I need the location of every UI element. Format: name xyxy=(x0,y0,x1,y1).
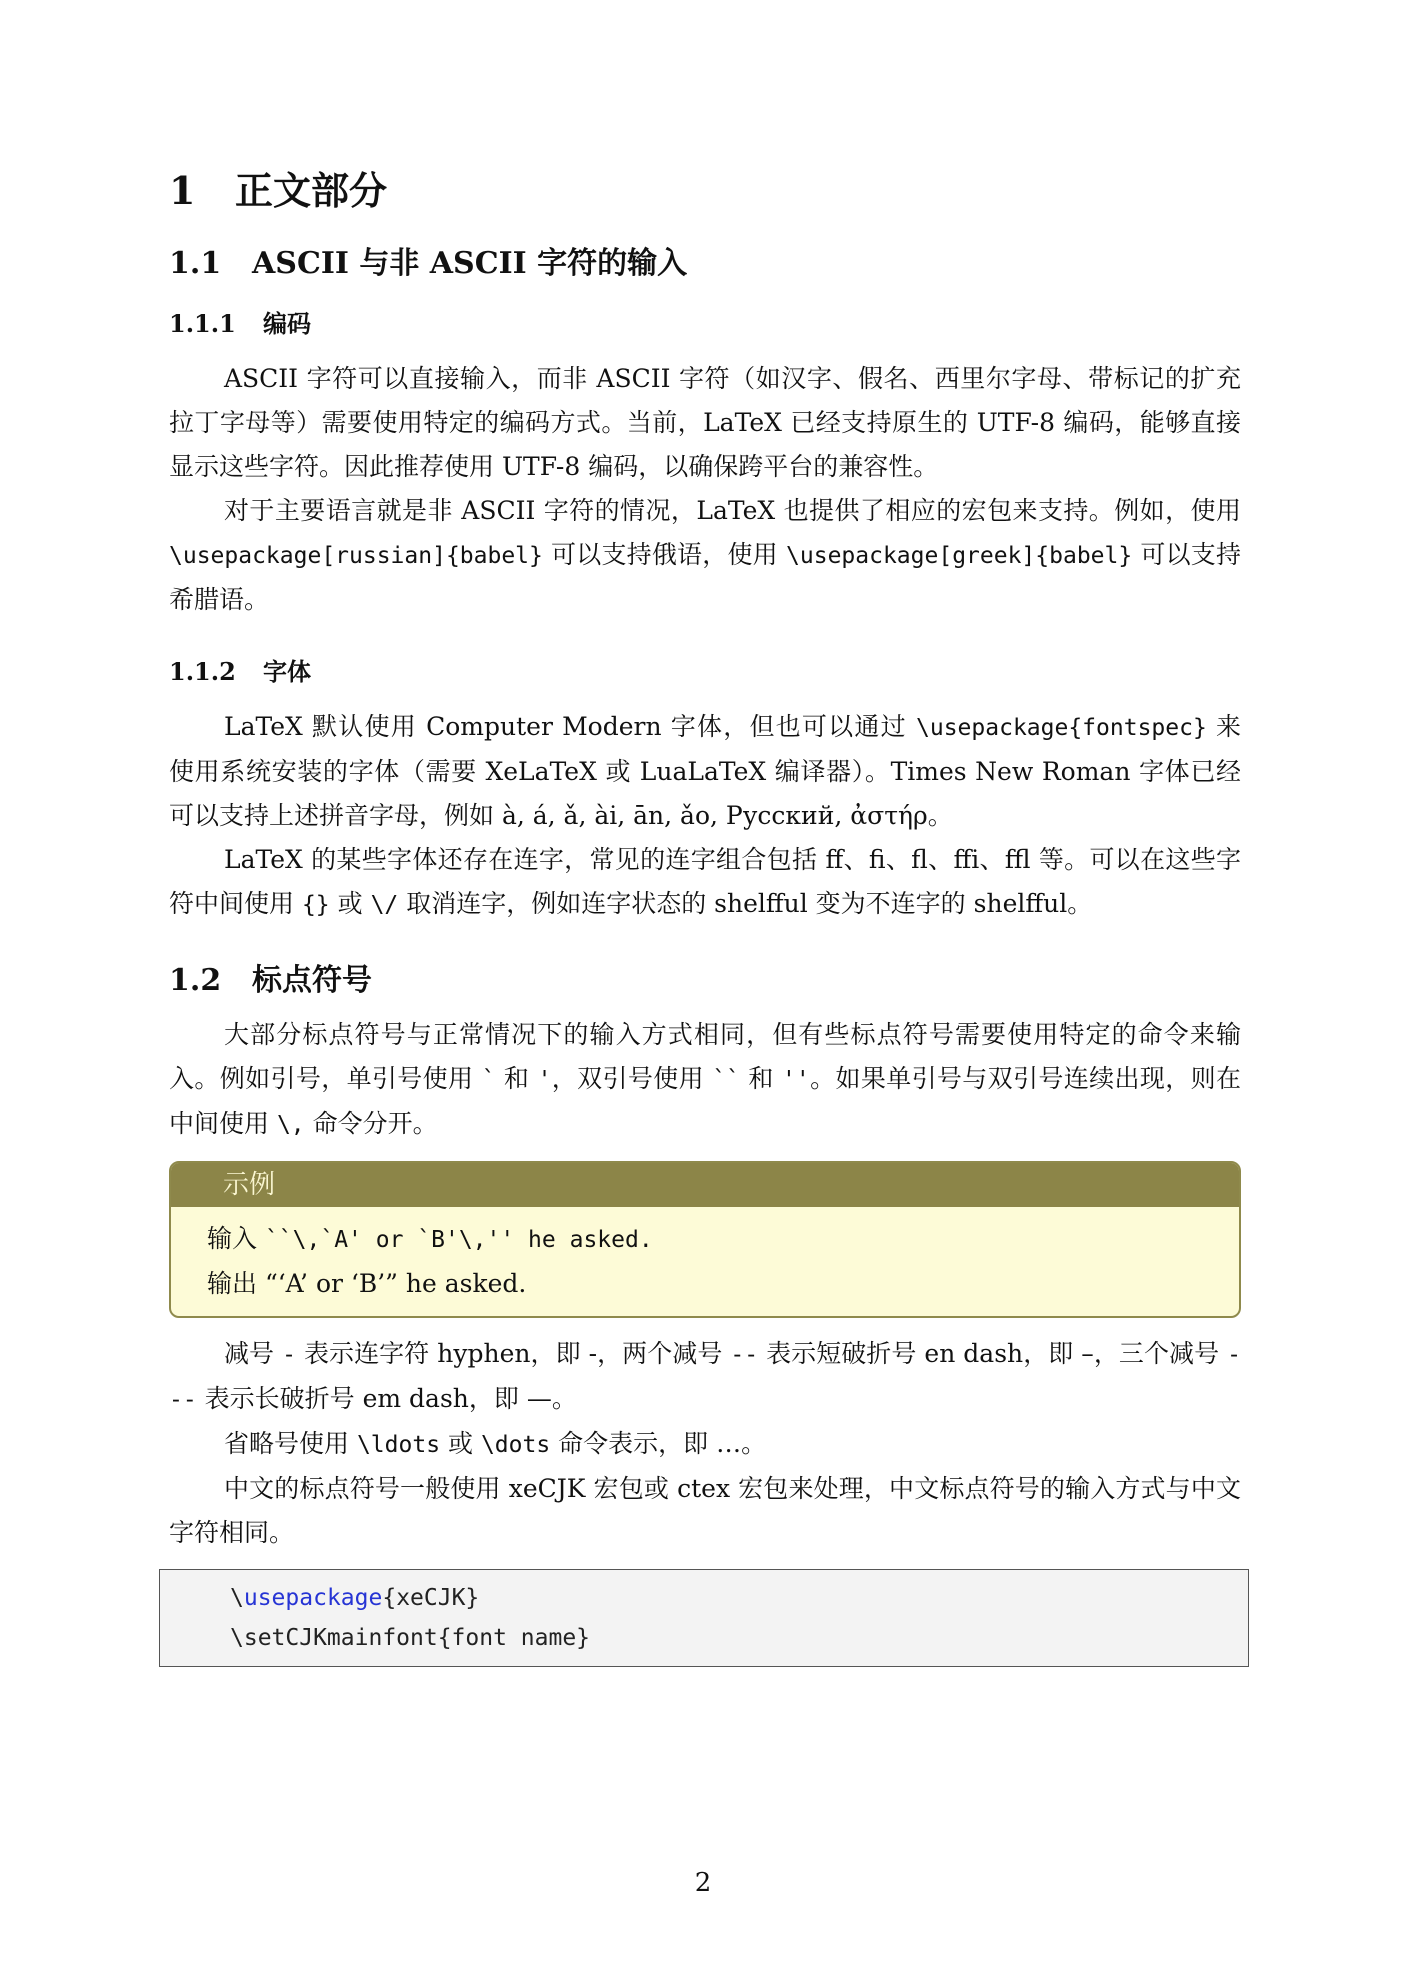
latex-logo: LaTeX xyxy=(224,712,303,741)
section-number: 1 xyxy=(169,168,196,213)
inline-code: `` xyxy=(712,1067,741,1093)
paragraph-text: 的某些字体还存在连字，常见的连字组合包括 ff、fi、fl、ffi、ffl 等。可以在这些字符中间使用 xyxy=(169,845,1241,918)
code-backslash: \ xyxy=(230,1585,244,1611)
subsection-heading-2 xyxy=(169,955,1241,999)
paragraph-text: ASCII 字符可以直接输入，而非 ASCII 字符（如汉字、假名、西里尔字母、带标记的扩充拉丁字母等）需要使用特定的编码方式。当前， xyxy=(169,364,1241,437)
section-title: 正文部分 xyxy=(235,168,388,213)
paragraph-text: 中文的标点符号一般使用 xeCJK 宏包或 ctex 宏包来处理，中文标点符号的输入方式与中文字符相同。 xyxy=(169,1474,1241,1547)
paragraph-text: 省略号使用 xyxy=(224,1429,357,1458)
code-line-1 xyxy=(230,1578,1248,1618)
subsubsection-title: 字体 xyxy=(263,657,311,686)
latex-logo: LaTeX xyxy=(696,496,776,525)
paragraph-text: 已经支持原生的 UTF-8 编码，能够直接显示这些字符。因此推荐使用 UTF-8 编码，以确保跨平台的兼容性。 xyxy=(169,408,1241,481)
paragraph-quotes xyxy=(169,1013,1241,1147)
example-output-label: 输出 xyxy=(207,1269,265,1298)
paragraph-text: 表示长破折号 em dash，即 —。 xyxy=(196,1384,577,1413)
paragraph-encoding xyxy=(169,357,1241,489)
inline-code: \usepackage[russian]{babel} xyxy=(169,543,543,569)
page-content xyxy=(169,160,1241,1667)
paragraph-text: 大部分标点符号与正常情况下的输入方式相同，但有些标点符号需要使用特定的命令来输入。例如引号，单引号使用 xyxy=(169,1020,1241,1093)
paragraph-dashes xyxy=(169,1332,1241,1422)
code-line-2: \setCJKmainfont{font name} xyxy=(230,1625,591,1651)
example-title: 示例 xyxy=(171,1163,1239,1207)
paragraph-text: 命令表示，即 …。 xyxy=(550,1429,767,1458)
paragraph-text: 可以支持俄语，使用 xyxy=(542,540,787,569)
inline-code: \/ xyxy=(370,892,399,918)
code-block xyxy=(159,1569,1249,1667)
paragraph-text: 。如果单引号与双引号连续出现，则在中间使用 xyxy=(169,1064,1241,1138)
paragraph-text: 可以支持希腊语。 xyxy=(169,540,1241,614)
paragraph-text: 命令分开。 xyxy=(304,1109,438,1138)
subsection-title: ASCII 与非 ASCII 字符的输入 xyxy=(252,246,688,281)
paragraph-text: 来使用系统安装的字体（需要 XeLaTeX 或 LuaLaTeX 编译器）。Times New Roman 字体已经可以支持上述拼音字母，例如 à, á, ǎ, ài, ān, ǎo, Русский, ἀστήρ。 xyxy=(169,712,1241,830)
subsection-number: 1.1 xyxy=(169,246,222,281)
inline-code: \, xyxy=(276,1112,305,1138)
subsection-heading-1 xyxy=(169,238,1241,282)
latex-logo: LaTeX xyxy=(224,845,303,874)
paragraph-babel xyxy=(169,489,1241,622)
section-heading xyxy=(169,160,1241,216)
subsubsection-number: 1.1.1 xyxy=(169,309,236,338)
subsubsection-heading-2 xyxy=(169,652,1241,687)
code-argument: {xeCJK} xyxy=(382,1585,480,1611)
page-number: 2 xyxy=(694,1868,712,1898)
subsubsection-title: 编码 xyxy=(263,309,311,338)
inline-code: '' xyxy=(782,1067,810,1093)
subsubsection-number: 1.1.2 xyxy=(169,657,236,686)
paragraph-font xyxy=(169,705,1241,838)
example-input-line xyxy=(207,1217,1239,1262)
paragraph-chinese-punct xyxy=(169,1467,1241,1555)
inline-code: {} xyxy=(301,892,330,918)
code-keyword: usepackage xyxy=(243,1585,383,1611)
example-output-line xyxy=(207,1262,1239,1306)
paragraph-text: 取消连字，例如连字状态的 shelfful 变为不连字的 shelfful。 xyxy=(398,889,1093,918)
example-body xyxy=(171,1207,1239,1316)
paragraph-text: 或 xyxy=(440,1429,481,1458)
latex-logo: LaTeX xyxy=(703,408,782,437)
paragraph-text: 和 xyxy=(495,1064,538,1093)
example-input-label: 输入 xyxy=(207,1224,265,1253)
inline-code: ` xyxy=(481,1067,496,1093)
paragraph-text: 对于主要语言就是非 ASCII 字符的情况， xyxy=(224,496,697,525)
inline-code: ' xyxy=(537,1067,552,1093)
inline-code: \usepackage[greek]{babel} xyxy=(786,543,1133,569)
paragraph-text: 也提供了相应的宏包来支持。例如，使用 xyxy=(775,496,1241,525)
inline-code: --- xyxy=(169,1342,1241,1413)
paragraph-text: 表示连字符 hyphen，即 -，两个减号 xyxy=(295,1339,731,1368)
paragraph-text: 默认使用 Computer Modern 字体，但也可以通过 xyxy=(302,712,917,741)
subsection-title: 标点符号 xyxy=(252,963,372,998)
example-input-code: ``\,`A' or `B'\,'' he asked. xyxy=(264,1227,653,1253)
paragraph-text: 和 xyxy=(740,1064,783,1093)
inline-code: \usepackage{fontspec} xyxy=(916,715,1207,741)
example-output-text: “‘A’ or ‘B’” he asked. xyxy=(264,1269,527,1298)
paragraph-ligature xyxy=(169,838,1241,927)
paragraph-text: ，双引号使用 xyxy=(551,1064,713,1093)
inline-code: \dots xyxy=(480,1432,551,1458)
inline-code: -- xyxy=(730,1342,759,1368)
inline-code: \ldots xyxy=(356,1432,441,1458)
inline-code: - xyxy=(282,1342,296,1368)
subsubsection-heading-1 xyxy=(169,304,1241,339)
example-box xyxy=(169,1161,1241,1318)
paragraph-text: 表示短破折号 en dash，即 –，三个减号 xyxy=(758,1339,1228,1368)
paragraph-text: 或 xyxy=(329,889,371,918)
paragraph-ellipsis xyxy=(169,1422,1241,1467)
paragraph-text: 减号 xyxy=(224,1339,283,1368)
subsection-number: 1.2 xyxy=(169,963,222,998)
